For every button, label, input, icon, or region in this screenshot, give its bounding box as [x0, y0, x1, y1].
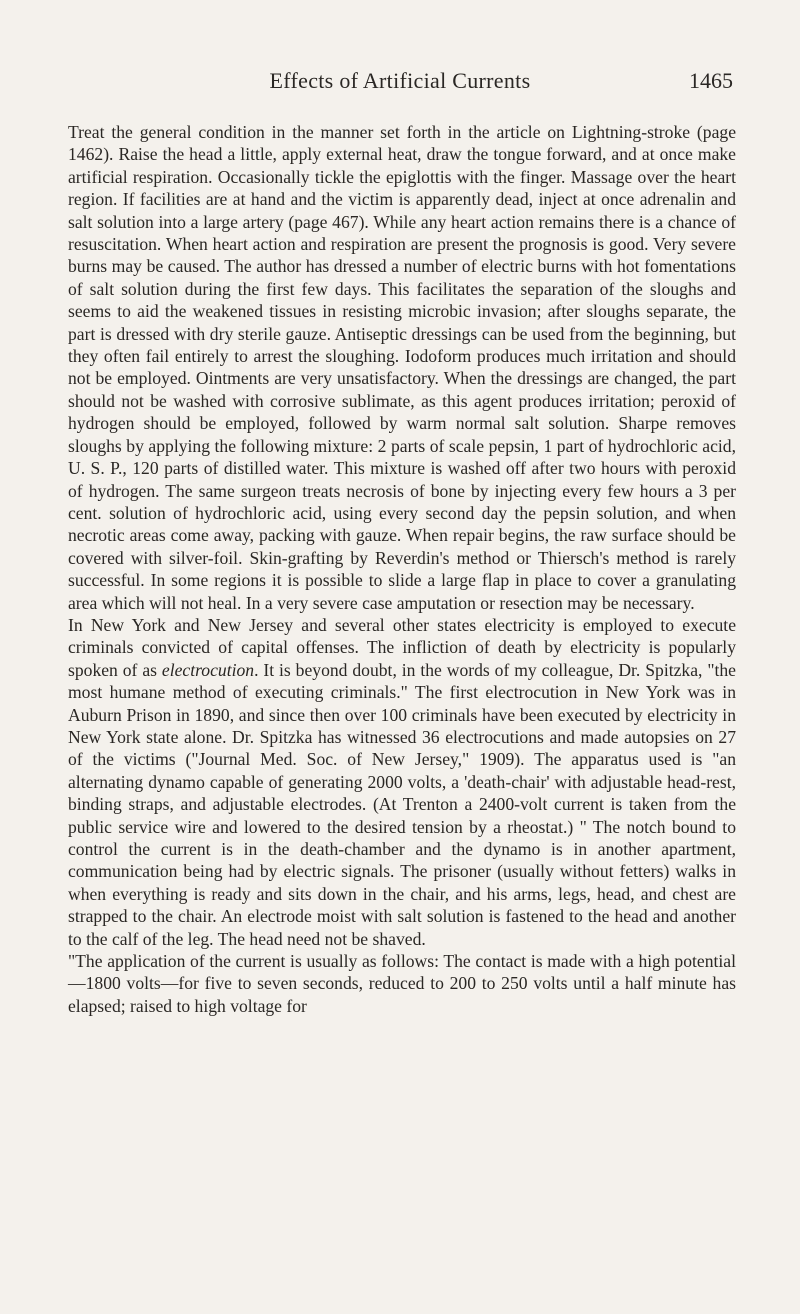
text-run: . It is beyond doubt, in the words of my colleague, Dr. Spitzka, "the most humane method of executing criminals." The first electrocution in New York was in Auburn Prison in 1890, and since then over 100 criminals have been executed by electricity in New York state alone. Dr. Spitzka has witnessed 36 electrocutions and made autopsies on 27 of the victims ("Journal Med. Soc. of New Jersey," 1909). The apparatus used is "an alternating dynamo capable of generating 2000 volts, a 'death-chair' with adjustable head-rest, binding straps, and adjustable electrodes. (At Trenton a 2400-volt current is taken from the public service wire and lowered to the desired tension by a rheostat.) " The notch bound to control the current is in the death-chamber and the dynamo is in another apartment, communication being had by electric signals. The prisoner (usually without fetters) walks in when everything is ready and sits down in the chair, and his arms, legs, head, and chest are strapped to the chair. An electrode moist with salt solution is fastened to the head and another to the calf of the leg. The head need not be shaved. — [68, 659, 736, 949]
running-title: Effects of Artificial Currents — [269, 68, 531, 93]
text-run: Treat the general condition in the manner set forth in the article on Lightning-stroke (page 1462). Raise the head a little, apply external heat, draw the tongue forward, and at once make artificial respiration. Occasionally tickle the epiglottis with the finger. Massage over the heart region. If facilities are at hand and the victim is apparently dead, inject at once adrenalin and salt solution into a large artery (page 467). While any heart action remains there is a chance of resuscitation. When heart action and respiration are present the prognosis is good. Very severe burns may be caused. The author has dressed a number of electric burns with hot fomentations of salt solution during the first few days. This facilitates the separation of the sloughs and seems to aid the weakened tissues in resisting microbic invasion; after sloughs separate, the part is dressed with dry sterile gauze. Antiseptic dressings can be used from the beginning, but they often fail entirely to arrest the sloughing. Iodoform produces much irritation and should not be employed. Ointments are very unsatisfactory. When the dressings are changed, the part should not be washed with corrosive sublimate, as this agent produces irritation; peroxid of hydrogen should be employed, followed by warm normal salt solution. Sharpe removes sloughs by applying the following mixture: 2 parts of scale pepsin, 1 part of hydrochloric acid, U. S. P., 120 parts of distilled water. This mixture is washed off after two hours with peroxid of hydrogen. The same surgeon treats necrosis of bone by injecting every few hours a 3 per cent. solution of hydrochloric acid, using every second day the pepsin solution, and when necrotic areas come away, packing with gauze. When repair begins, the raw surface should be covered with silver-foil. Skin-grafting by Reverdin's method or Thiersch's method is rarely successful. In some regions it is possible to slide a large flap in place to cover a granulating area which will not heal. In a very severe case amputation or resection may be necessary. — [68, 122, 736, 613]
paragraph-electrocution — [68, 614, 736, 950]
paragraph-treatment — [68, 121, 736, 614]
page-number: 1465 — [689, 68, 733, 93]
running-head — [0, 68, 800, 98]
body-text — [68, 121, 736, 1017]
paragraph-current-application — [68, 950, 736, 1017]
italic-term: electrocution — [161, 659, 255, 680]
text-run: In New York and New Jersey and several other states electricity is employed to execute criminals convicted of capital offenses. The infliction of death by electricity is popularly spoken of as — [68, 614, 736, 680]
text-run: "The application of the current is usually as follows: The contact is made with a high potential—1800 volts—for five to seven seconds, reduced to 200 to 250 volts until a half minute has elapsed; raised to high voltage for — [68, 951, 736, 1016]
